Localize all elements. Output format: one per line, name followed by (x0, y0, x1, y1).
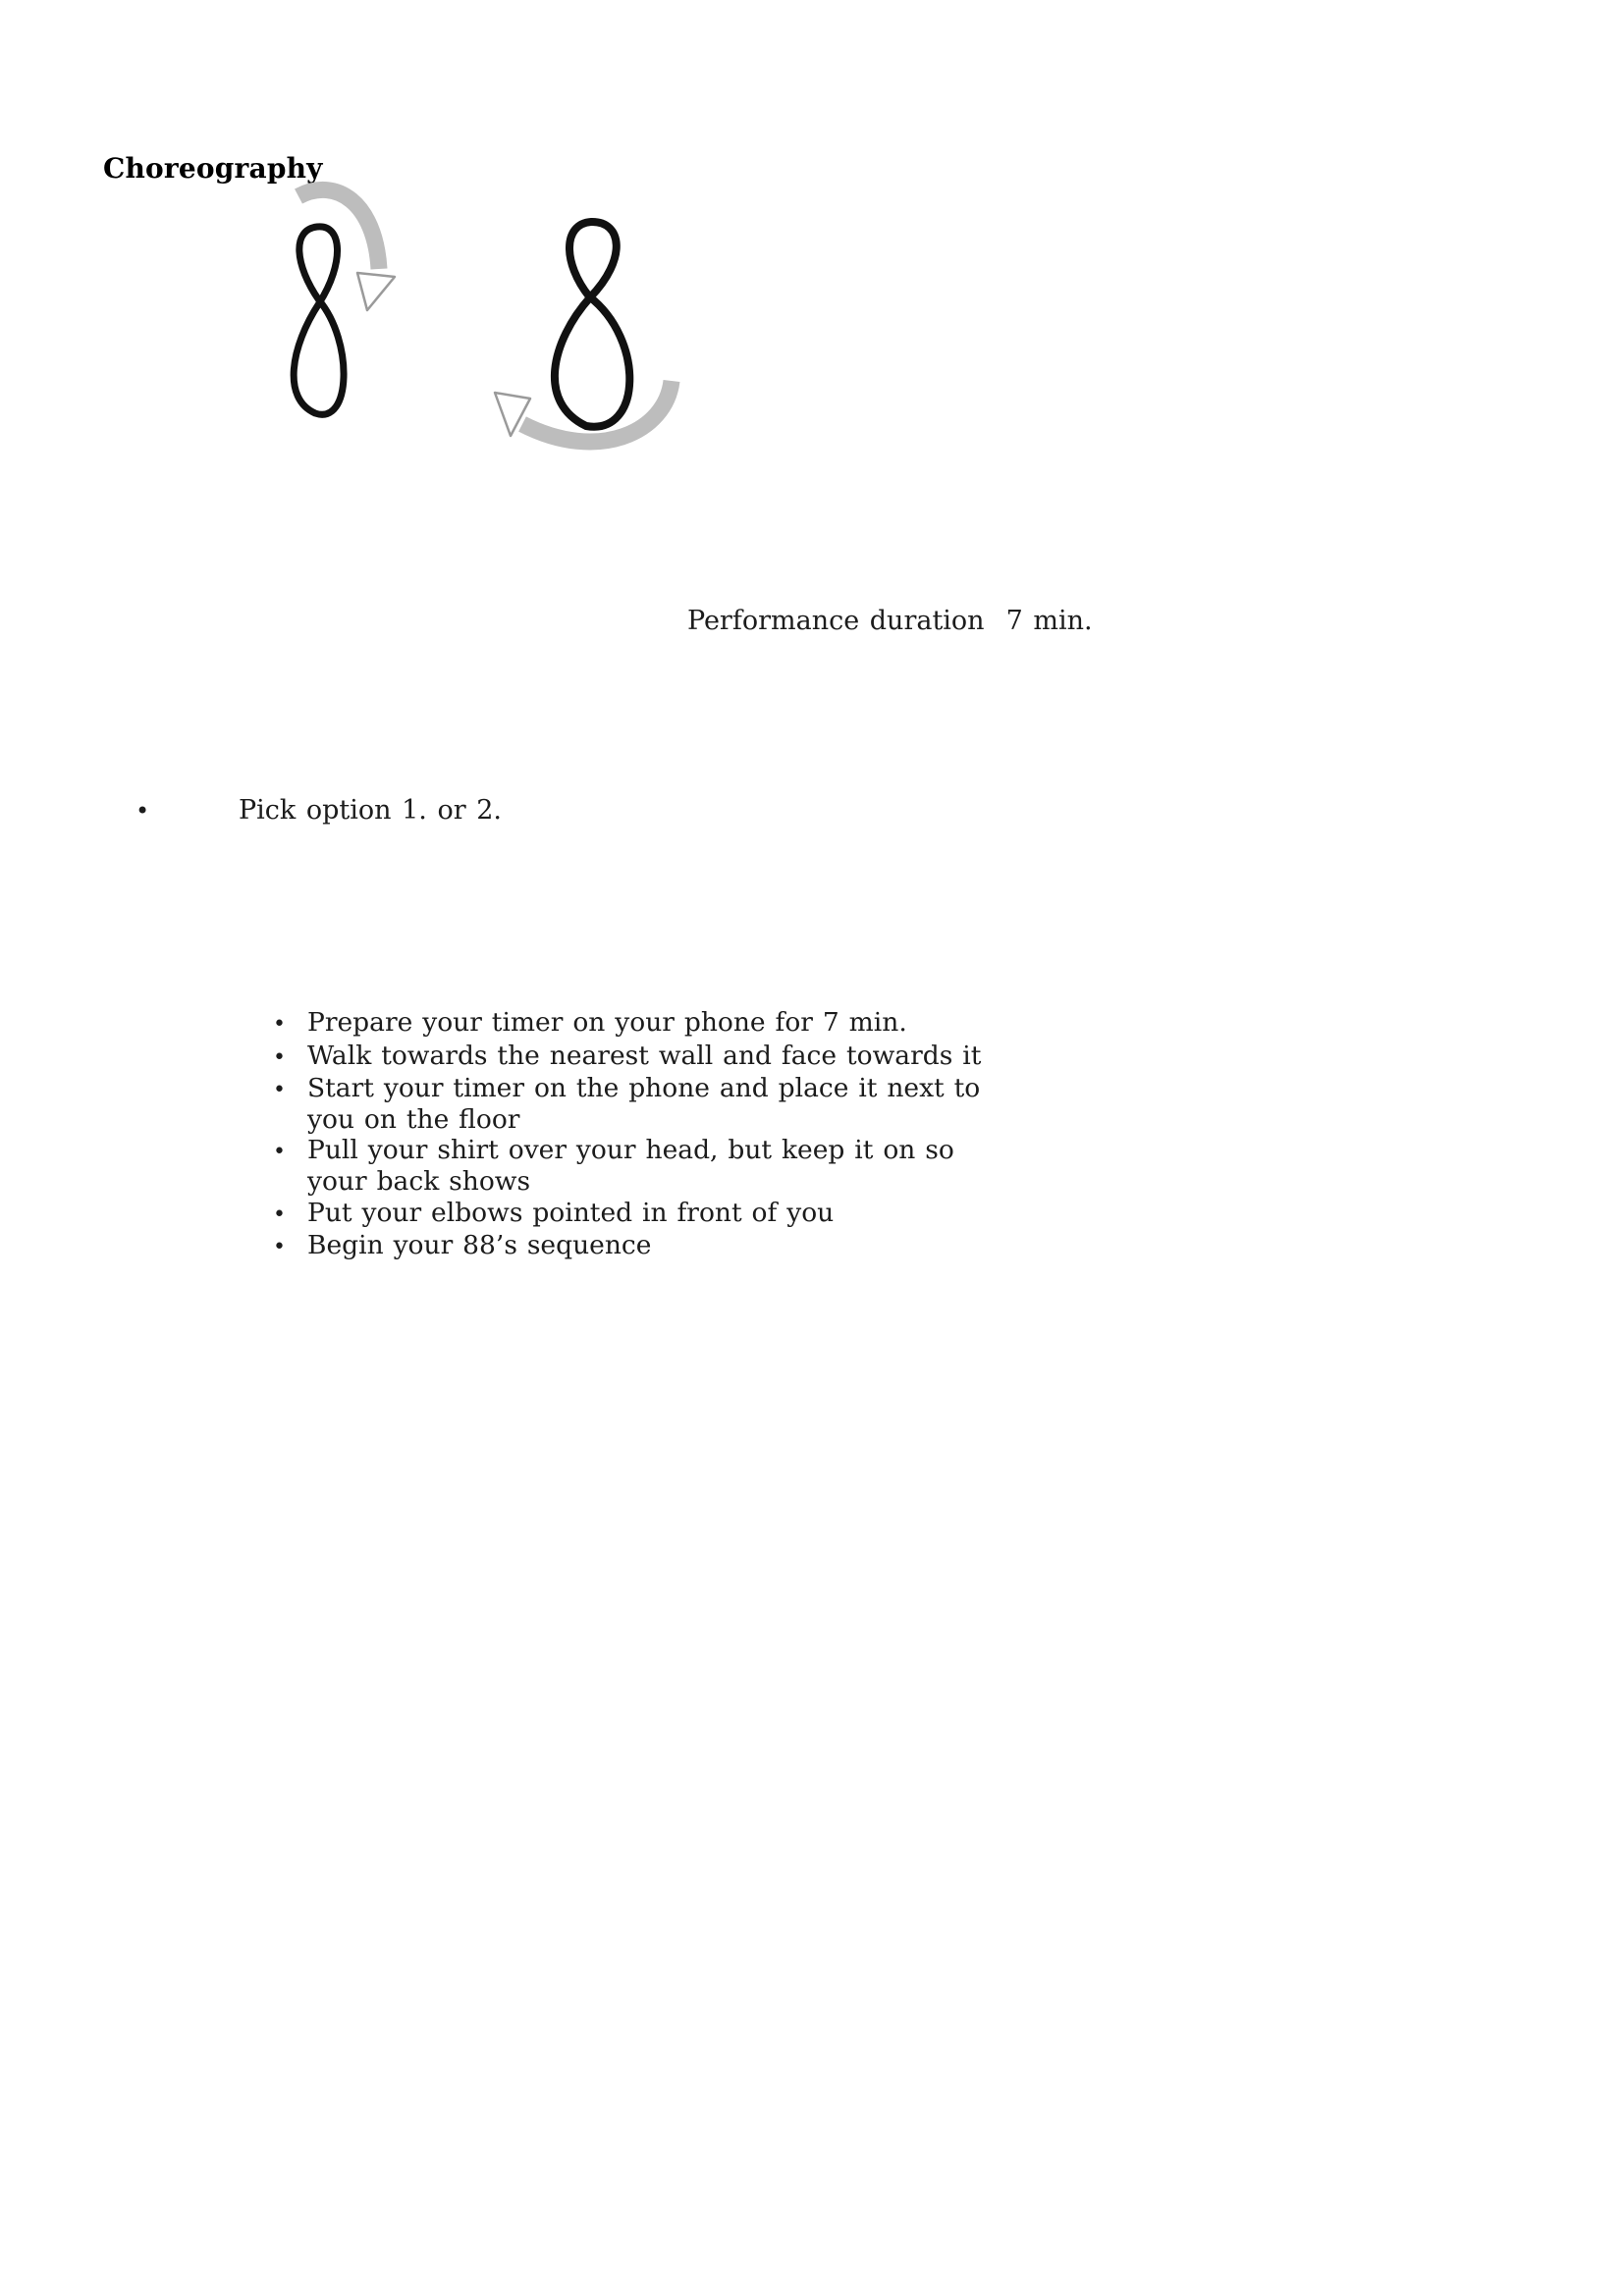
list-item-text: Put your elbows pointed in front of you (307, 1197, 835, 1228)
performance-duration-line (687, 606, 1093, 636)
pick-option-text: Pick option 1. or 2. (239, 795, 502, 826)
list-item-text: Pull your shirt over your head, but keep it on so your back shows (307, 1135, 954, 1197)
bullet-icon: • (273, 1235, 286, 1260)
performance-duration-value: 7 min. (1005, 606, 1093, 636)
list-item (273, 1041, 1019, 1074)
list-item (273, 1135, 1019, 1197)
pick-option-item (135, 795, 502, 826)
list-item (273, 1198, 1019, 1231)
list-item-text: Begin your 88’s sequence (307, 1230, 652, 1261)
list-item (273, 1230, 1019, 1263)
choreography-figure (275, 175, 697, 469)
bullet-icon: • (135, 797, 150, 825)
list-item (273, 1073, 1019, 1135)
bullet-icon: • (273, 1078, 286, 1103)
section-heading: Choreography (103, 152, 323, 185)
list-item-text: Start your timer on the phone and place it next to you on the floor (307, 1073, 981, 1135)
figure-eight-diagram (275, 175, 697, 469)
counterclockwise-arrow-ribbon (522, 381, 672, 442)
instructions-list (273, 1007, 1019, 1263)
figure-eight-left-icon (294, 227, 344, 414)
bullet-icon: • (273, 1201, 286, 1227)
list-item (273, 1007, 1019, 1041)
list-item-text: Prepare your timer on your phone for 7 min. (307, 1007, 907, 1038)
bullet-icon: • (273, 1012, 286, 1037)
performance-duration-label: Performance duration (687, 606, 985, 636)
bullet-icon: • (273, 1140, 286, 1165)
bullet-icon: • (273, 1044, 286, 1070)
figure-eight-right-icon (555, 222, 629, 427)
list-item-text: Walk towards the nearest wall and face towards it (307, 1040, 982, 1071)
clockwise-arrow-head-icon (357, 273, 395, 310)
